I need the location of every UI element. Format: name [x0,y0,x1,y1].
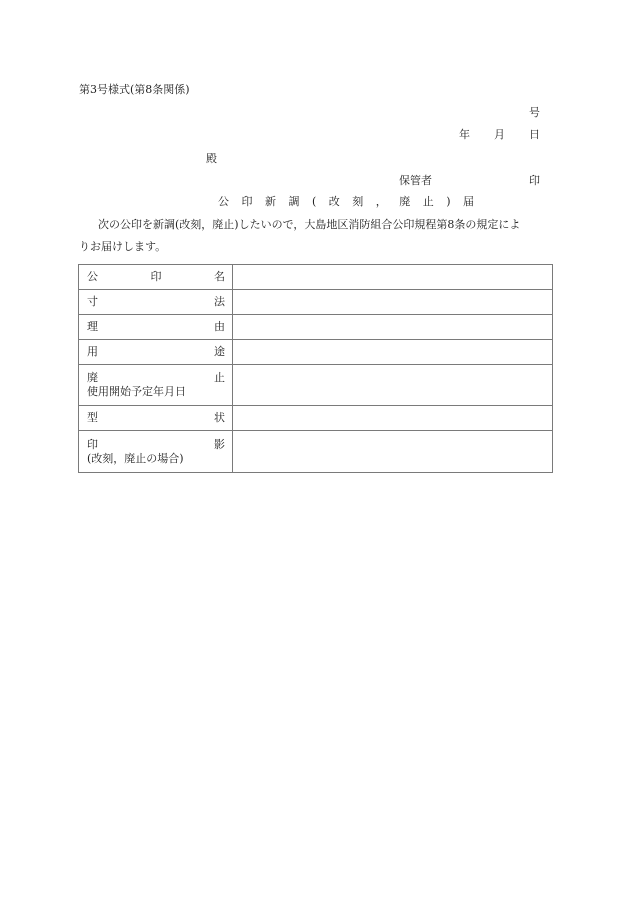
date-day-label: 日 [529,128,540,141]
table-row-abolition-date [79,365,553,406]
body-text-line-1: 次の公印を新調(改刻，廃止)したいので，大島地区消防組合公印規程第8条の規定によ [98,218,521,231]
value-dimensions[interactable] [233,290,553,315]
label-seal-impression-sub: (改刻，廃止の場合) [87,451,184,465]
value-seal-name[interactable] [233,265,553,290]
table-row-seal-impression [79,431,553,473]
label-seal-impression: 印 影 (改刻，廃止の場合) [79,431,233,473]
keeper-label: 保管者 [399,174,432,187]
document-number-label: 号 [529,106,540,119]
table-row-reason [79,315,553,340]
date-month-label: 月 [494,128,505,141]
label-shape: 型 状 [79,406,233,431]
document-title: 公 印 新 調 ( 改 刻 ， 廃 止 ) 届 [218,195,479,208]
addressee-suffix: 殿 [206,152,217,165]
value-reason[interactable] [233,315,553,340]
table-row-shape [79,406,553,431]
label-abolition-date-sub: 使用開始予定年月日 [87,385,186,398]
date-line [459,128,540,142]
seal-form-table [78,264,553,473]
date-year-label: 年 [459,128,470,141]
label-reason: 理 由 [79,315,233,340]
label-abolition-date: 廃 止 使用開始予定年月日 [79,365,233,406]
seal-mark-label: 印 [529,174,540,187]
label-purpose: 用 途 [79,340,233,365]
label-dimensions: 寸 法 [79,290,233,315]
label-seal-name: 公 印 名 [79,265,233,290]
table-row-seal-name [79,265,553,290]
value-seal-impression[interactable] [233,431,553,473]
table-row-dimensions [79,290,553,315]
body-text-line-2: りお届けします。 [79,240,167,253]
form-number: 第3号様式(第8条関係) [79,83,190,96]
value-abolition-date[interactable] [233,365,553,406]
table-row-purpose [79,340,553,365]
value-shape[interactable] [233,406,553,431]
value-purpose[interactable] [233,340,553,365]
